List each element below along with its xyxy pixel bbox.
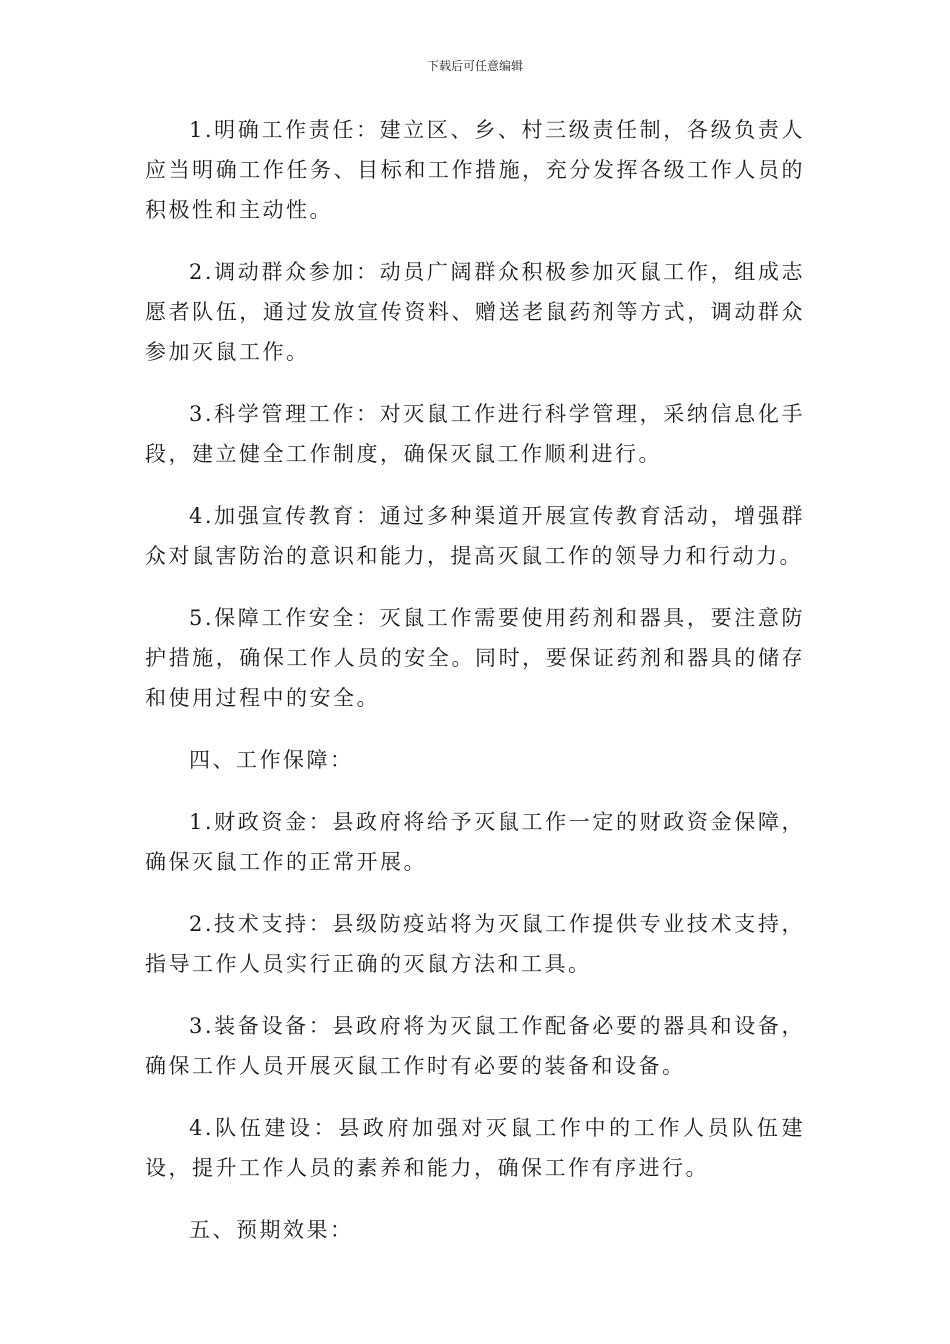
paragraph-publicity-education: 4.加强宣传教育：通过多种渠道开展宣传教育活动，增强群众对鼠害防治的意识和能力，提高灭鼠工作的领导力和行动力。 [145,504,805,568]
paragraph-mobilize-public: 2.调动群众参加：动员广阔群众积极参加灭鼠工作，组成志愿者队伍，通过发放宣传资料、赠送老鼠药剂等方式，调动群众参加灭鼠工作。 [145,260,805,364]
page-header: 下载后可任意编辑 [426,59,523,73]
section-heading-work-guarantee: 四、工作保障： [189,748,354,772]
document-body [145,110,805,1272]
paragraph-responsibility: 1.明确工作责任：建立区、乡、村三级责任制，各级负责人应当明确工作任务、目标和工作措施，充分发挥各级工作人员的积极性和主动性。 [145,118,805,222]
paragraph-financial-funds: 1.财政资金：县政府将给予灭鼠工作一定的财政资金保障，确保灭鼠工作的正常开展。 [145,810,805,874]
paragraph-scientific-management: 3.科学管理工作：对灭鼠工作进行科学管理，采纳信息化手段，建立健全工作制度，确保灭鼠工作顺利进行。 [145,402,805,466]
paragraph-technical-support: 2.技术支持：县级防疫站将为灭鼠工作提供专业技术支持，指导工作人员实行正确的灭鼠方法和工具。 [145,912,805,976]
paragraph-equipment: 3.装备设备：县政府将为灭鼠工作配备必要的器具和设备，确保工作人员开展灭鼠工作时有必要的装备和设备。 [145,1014,805,1078]
paragraph-team-building: 4.队伍建设：县政府加强对灭鼠工作中的工作人员队伍建设，提升工作人员的素养和能力，确保工作有序进行。 [145,1116,805,1180]
section-heading-expected-results: 五、预期效果： [189,1218,354,1242]
paragraph-work-safety: 5.保障工作安全：灭鼠工作需要使用药剂和器具，要注意防护措施，确保工作人员的安全。同时，要保证药剂和器具的储存和使用过程中的安全。 [145,606,805,710]
